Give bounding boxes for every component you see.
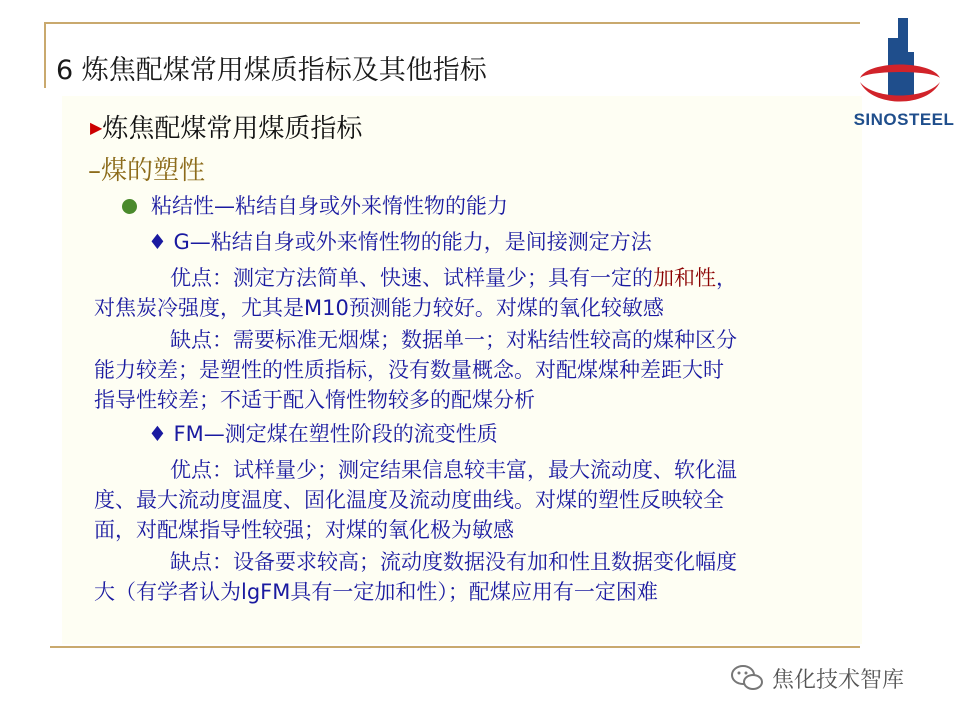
g-pro-punct: ， bbox=[716, 266, 737, 290]
triangle-bullet-icon: ▶ bbox=[90, 118, 103, 137]
g-pro-line-2: 对焦炭冷强度，尤其是M10预测能力较好。对煤的氧化较敏感 bbox=[94, 296, 664, 320]
watermark bbox=[730, 660, 904, 696]
fm-pro-line-3: 面，对配煤指导性较强；对煤的氧化极为敏感 bbox=[94, 518, 514, 542]
top-divider bbox=[44, 22, 860, 24]
g-pro-line-1 bbox=[94, 262, 737, 292]
g-con-line-2: 能力较差；是塑性的性质指标，没有数量概念。对配煤煤种差距大时 bbox=[94, 358, 724, 382]
logo-text: SINOSTEEL bbox=[853, 110, 955, 129]
wechat-icon bbox=[730, 663, 764, 693]
g-pro-text: 优点：测定方法简单、快速、试样量少；具有一定的 bbox=[170, 266, 653, 290]
fm-con-line-2: 大（有学者认为lgFM具有一定加和性）；配煤应用有一定困难 bbox=[94, 580, 658, 604]
left-divider bbox=[44, 22, 46, 88]
bottom-divider bbox=[50, 646, 860, 648]
heading-level1-text: 炼焦配煤常用煤质指标 bbox=[102, 114, 363, 144]
slide-title: 6 炼焦配煤常用煤质指标及其他指标 bbox=[56, 55, 487, 86]
fm-con-line-1: 缺点：设备要求较高；流动度数据没有加和性且数据变化幅度 bbox=[170, 550, 737, 574]
fm-pro-line-1: 优点：试样量少；测定结果信息较丰富，最大流动度、软化温 bbox=[170, 458, 737, 482]
additivity-highlight: 加和性 bbox=[653, 266, 716, 290]
g-index-header-text: G—粘结自身或外来惰性物的能力，是间接测定方法 bbox=[173, 230, 652, 254]
fm-index-header-text: FM—测定煤在塑性阶段的流变性质 bbox=[173, 422, 498, 446]
bullet-level1 bbox=[122, 190, 508, 220]
g-con-line-1: 缺点：需要标准无烟煤；数据单一；对粘结性较高的煤种区分 bbox=[170, 328, 737, 352]
diamond-bullet-icon: ♦ bbox=[148, 230, 174, 254]
heading-level1 bbox=[90, 108, 362, 145]
g-index-header bbox=[148, 226, 652, 256]
bullet-level1-text: 粘结性—粘结自身或外来惰性物的能力 bbox=[151, 194, 508, 218]
fm-pro-line-2: 度、最大流动度温度、固化温度及流动度曲线。对煤的塑性反映较全 bbox=[94, 488, 724, 512]
heading-level2: –煤的塑性 bbox=[88, 156, 206, 186]
diamond-bullet-icon: ♦ bbox=[148, 422, 174, 446]
fm-index-header bbox=[148, 418, 498, 448]
g-con-line-3: 指导性较差；不适于配入惰性物较多的配煤分析 bbox=[94, 388, 535, 412]
circle-bullet-icon bbox=[122, 199, 137, 214]
watermark-text: 焦化技术智库 bbox=[772, 667, 905, 693]
